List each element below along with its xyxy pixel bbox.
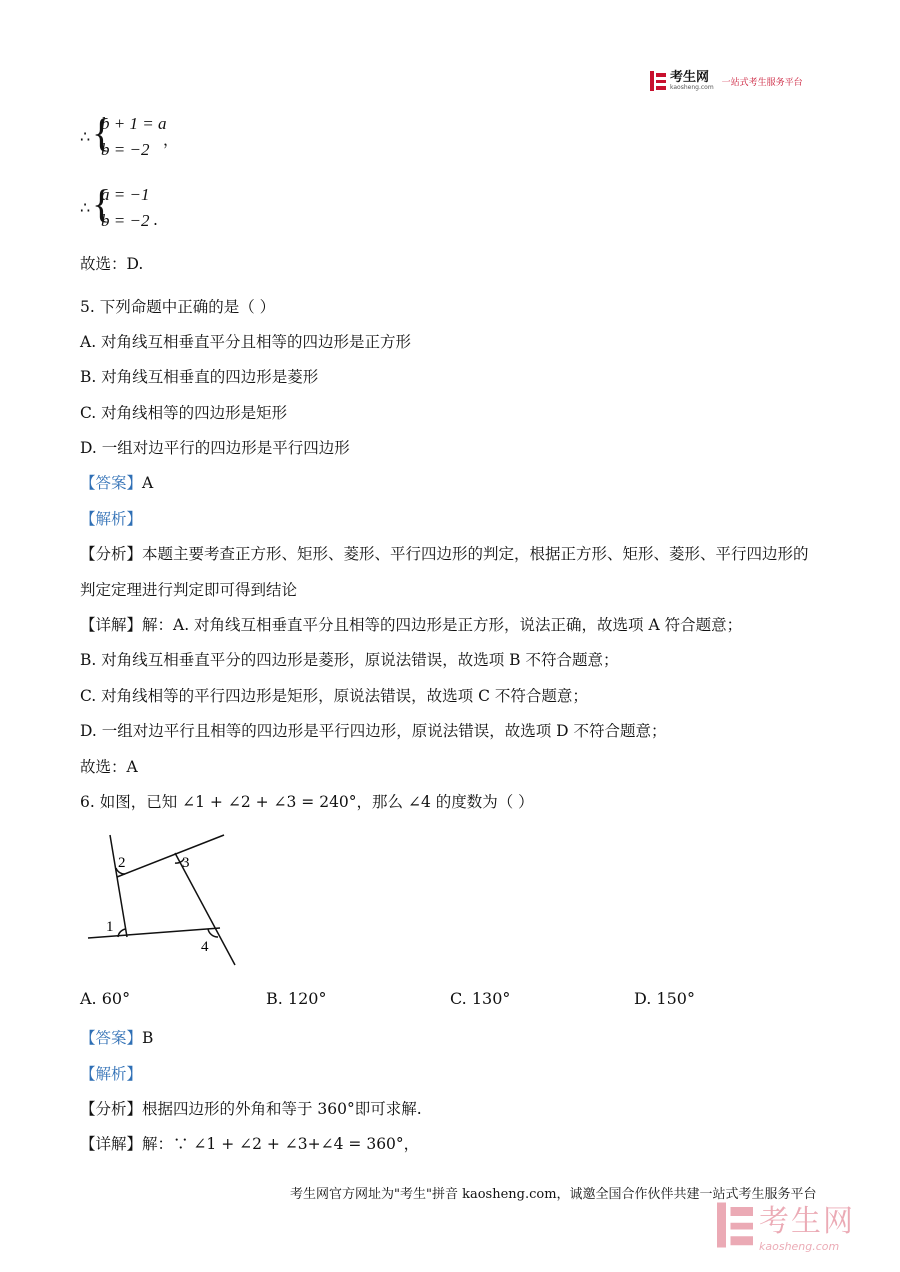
q5-analysis-line: 判定定理进行判定即可得到结论 (80, 581, 298, 599)
brace-symbol: { (92, 110, 112, 155)
q6-analysis-line: 【分析】根据四边形的外角和等于 360°即可求解. (80, 1100, 422, 1118)
figure-label-4: 4 (201, 939, 209, 955)
q5-analysis-line: 【分析】本题主要考查正方形、矩形、菱形、平行四边形的判定，根据正方形、矩形、菱形、平行四边形的 (80, 545, 809, 563)
q6-stem: 6. 如图，已知 ∠1 + ∠2 + ∠3 = 240°，那么 ∠4 的度数为（ ） (80, 793, 534, 811)
q5-detail-line: D. 一组对边平行且相等的四边形是平行四边形，原说法错误，故选项 D 不符合题意； (80, 722, 667, 740)
q6-figure (80, 825, 260, 975)
q6-analysis-tag: 【解析】 (80, 1065, 143, 1083)
choice-line: 故选：D. (80, 255, 144, 273)
q5-option-c: C. 对角线相等的四边形是矩形 (80, 404, 288, 422)
q6-answer (80, 1026, 153, 1048)
logo-url: kaosheng.com (670, 83, 714, 91)
logo-icon (650, 71, 666, 91)
q5-detail-line: 【详解】解：A. 对角线互相垂直平分且相等的四边形是正方形，说法正确，故选项 A 符合题意； (80, 616, 743, 634)
q6-option-c: C. 130° (450, 989, 511, 1008)
header-logo (650, 71, 803, 91)
system-line: b = −2 (101, 211, 150, 230)
system-line: b + 1 = a (101, 114, 167, 133)
therefore-symbol: ∴ (80, 127, 91, 146)
watermark-url: kaosheng.com (759, 1240, 840, 1253)
answer-tag: 【答案】 (80, 1029, 143, 1047)
q5-option-b: B. 对角线互相垂直的四边形是菱形 (80, 368, 319, 386)
footer-text: 考生网官方网址为"考生"拼音 kaosheng.com，诚邀全国合作伙伴共建一站式考生服务平台 (290, 1187, 817, 1202)
q5-choice: 故选：A (80, 758, 138, 776)
therefore-symbol: ∴ (80, 198, 91, 217)
logo-slogan: 一站式考生服务平台 (721, 77, 803, 88)
q5-detail-line: C. 对角线相等的平行四边形是矩形，原说法错误，故选项 C 不符合题意； (80, 687, 588, 705)
figure-label-2: 2 (118, 855, 126, 871)
watermark (717, 1196, 855, 1253)
q6-option-d: D. 150° (634, 989, 695, 1008)
watermark-logo-icon (717, 1201, 753, 1249)
system-line: b = −2 (101, 140, 150, 159)
q5-answer (80, 471, 153, 493)
logo-title: 考生网 (670, 69, 710, 85)
q6-detail-line: 【详解】解：∵ ∠1 + ∠2 + ∠3+∠4 = 360°， (80, 1135, 420, 1153)
watermark-title: 考生网 (759, 1204, 855, 1239)
brace-symbol: { (92, 181, 112, 226)
answer-value: A (142, 474, 154, 492)
figure-label-1: 1 (106, 919, 114, 935)
system-punctuation: ， (163, 131, 179, 149)
figure-line (117, 835, 224, 877)
figure-label-3: 3 (182, 855, 190, 871)
q5-analysis-tag: 【解析】 (80, 510, 143, 528)
q5-detail-line: B. 对角线互相垂直平分的四边形是菱形，原说法错误，故选项 B 不符合题意； (80, 651, 619, 669)
q5-option-d: D. 一组对边平行的四边形是平行四边形 (80, 439, 350, 457)
answer-tag: 【答案】 (80, 474, 143, 492)
q5-option-a: A. 对角线互相垂直平分且相等的四边形是正方形 (80, 333, 412, 351)
system-punctuation: . (153, 211, 158, 229)
system-line: a = −1 (101, 185, 150, 204)
answer-value: B (142, 1029, 154, 1047)
q5-stem: 5. 下列命题中正确的是（ ） (80, 298, 276, 316)
q6-option-a: A. 60° (80, 989, 131, 1008)
q6-option-b: B. 120° (266, 989, 327, 1008)
